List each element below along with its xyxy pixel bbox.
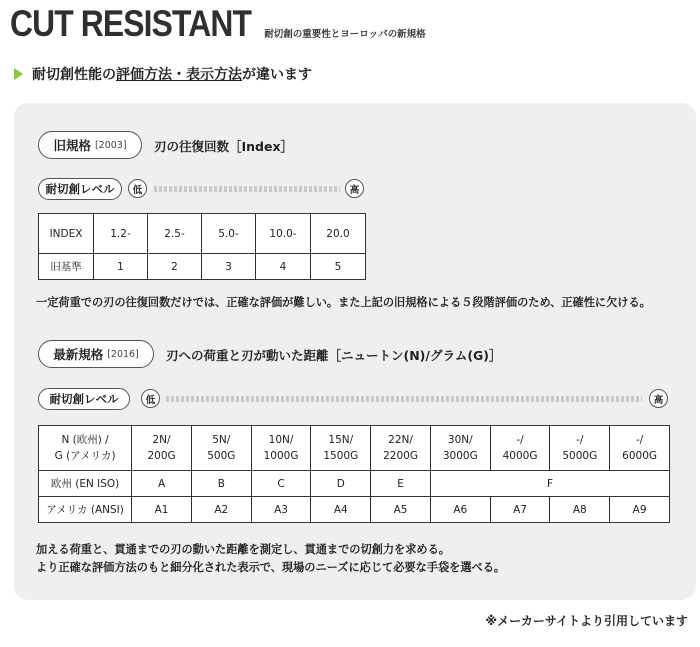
section-heading-highlight: 評価方法・表示方法 (116, 67, 242, 83)
cell-line: 1500G (323, 450, 359, 462)
table-cell: A9 (610, 497, 670, 523)
cell-line: 2N/ (152, 434, 171, 446)
table-cell: 3 (202, 254, 256, 280)
comparison-panel (14, 103, 696, 600)
old-level-high: 高 (345, 179, 364, 198)
cell-line: 1000G (263, 450, 299, 462)
table-cell: D (311, 471, 371, 497)
table-row (39, 471, 670, 497)
new-standard-year: [2016] (107, 348, 139, 360)
table-header-cell: 欧州 (EN ISO) (39, 471, 132, 497)
table-cell (191, 426, 251, 471)
table-cell (251, 426, 311, 471)
cell-line: 4000G (502, 450, 538, 462)
cell-line: 15N/ (328, 434, 354, 446)
new-standard-table (38, 425, 670, 523)
header (10, 2, 426, 46)
new-level-gauge (166, 396, 642, 402)
table-cell: E (371, 471, 431, 497)
table-cell (371, 426, 431, 471)
table-cell: 5.0- (202, 214, 256, 254)
table-cell: 1.2- (94, 214, 148, 254)
table-cell: B (191, 471, 251, 497)
section-heading (14, 64, 312, 84)
table-cell: A5 (371, 497, 431, 523)
table-cell: A8 (550, 497, 610, 523)
table-cell: F (430, 471, 669, 497)
table-cell (132, 426, 192, 471)
new-standard-description: 刃への荷重と刃が動いた距離［ニュートン(N)/グラム(G)］ (166, 348, 502, 363)
table-cell (610, 426, 670, 471)
new-standard-badge (38, 340, 154, 368)
old-standard-note: 一定荷重での刃の往復回数だけでは、正確な評価が難しい。また上記の旧規格による５段階評価のため、正確性に欠ける。 (36, 296, 651, 309)
source-note: ※メーカーサイトより引用しています (485, 614, 688, 628)
old-level-label: 耐切創レベル (38, 178, 122, 200)
cell-line: 5000G (562, 450, 598, 462)
table-cell: 2.5- (148, 214, 202, 254)
cell-line: -/ (635, 434, 644, 446)
new-standard-name: 最新規格 (53, 347, 104, 362)
table-cell: 4 (256, 254, 311, 280)
new-standard-note-line-2: より正確な評価方法のもと細分化された表示で、現場のニーズに応じて必要な手袋を選べる。 (36, 561, 506, 574)
table-cell: A1 (132, 497, 192, 523)
cell-line: 2200G (383, 450, 418, 462)
page-subtitle: 耐切創の重要性とヨーロッパの新規格 (264, 29, 426, 40)
table-cell: A6 (430, 497, 490, 523)
table-cell: A3 (251, 497, 311, 523)
table-cell: C (251, 471, 311, 497)
cell-line: 200G (147, 450, 176, 462)
table-row (39, 254, 366, 280)
old-standard-description: 刃の往復回数［Index］ (154, 139, 294, 154)
cell-line: 6000G (622, 450, 658, 462)
table-cell: 10.0- (256, 214, 311, 254)
cell-line: -/ (516, 434, 524, 446)
new-level-high: 高 (649, 389, 668, 408)
table-cell (430, 426, 490, 471)
table-cell: 1 (94, 254, 148, 280)
cell-line: 3000G (442, 450, 478, 462)
old-level-gauge (154, 186, 340, 192)
cell-line: -/ (576, 434, 584, 446)
cell-line: 5N/ (212, 434, 231, 446)
cell-line: 22N/ (388, 434, 413, 446)
table-header-line: N (欧州) / (61, 434, 109, 446)
table-cell (490, 426, 550, 471)
new-standard-note (36, 541, 505, 577)
old-standard-name: 旧規格 (53, 138, 91, 153)
old-level-low: 低 (128, 179, 147, 198)
table-header-cell: アメリカ (ANSI) (39, 497, 132, 523)
new-level-low: 低 (141, 389, 160, 408)
table-header-line: G (アメリカ) (54, 450, 116, 462)
table-cell: A4 (311, 497, 371, 523)
triangle-bullet-icon (14, 68, 23, 80)
table-header-cell (39, 426, 132, 471)
table-row (39, 497, 670, 523)
section-heading-prefix: 耐切創性能の (32, 67, 116, 83)
old-standard-badge (38, 131, 142, 159)
old-standard-table (38, 213, 366, 280)
table-header-cell: 旧基準 (39, 254, 94, 280)
section-heading-suffix: が違います (242, 67, 312, 83)
table-row (39, 426, 670, 471)
cell-line: 30N/ (447, 434, 473, 446)
table-cell: 5 (311, 254, 366, 280)
table-cell: A7 (490, 497, 550, 523)
table-row (39, 214, 366, 254)
page-title: CUT RESISTANT (10, 3, 252, 44)
table-cell (311, 426, 371, 471)
table-cell (550, 426, 610, 471)
new-level-label: 耐切創レベル (38, 388, 130, 410)
old-standard-year: [2003] (94, 139, 127, 151)
table-cell: A2 (191, 497, 251, 523)
cell-line: 500G (207, 450, 236, 462)
table-cell: 20.0 (311, 214, 366, 254)
table-cell: 2 (148, 254, 202, 280)
table-cell: A (132, 471, 192, 497)
new-standard-note-line-1: 加える荷重と、貫通までの刃の動いた距離を測定し、貫通までの切創力を求める。 (36, 543, 450, 556)
table-header-cell: INDEX (39, 214, 94, 254)
cell-line: 10N/ (268, 434, 294, 446)
